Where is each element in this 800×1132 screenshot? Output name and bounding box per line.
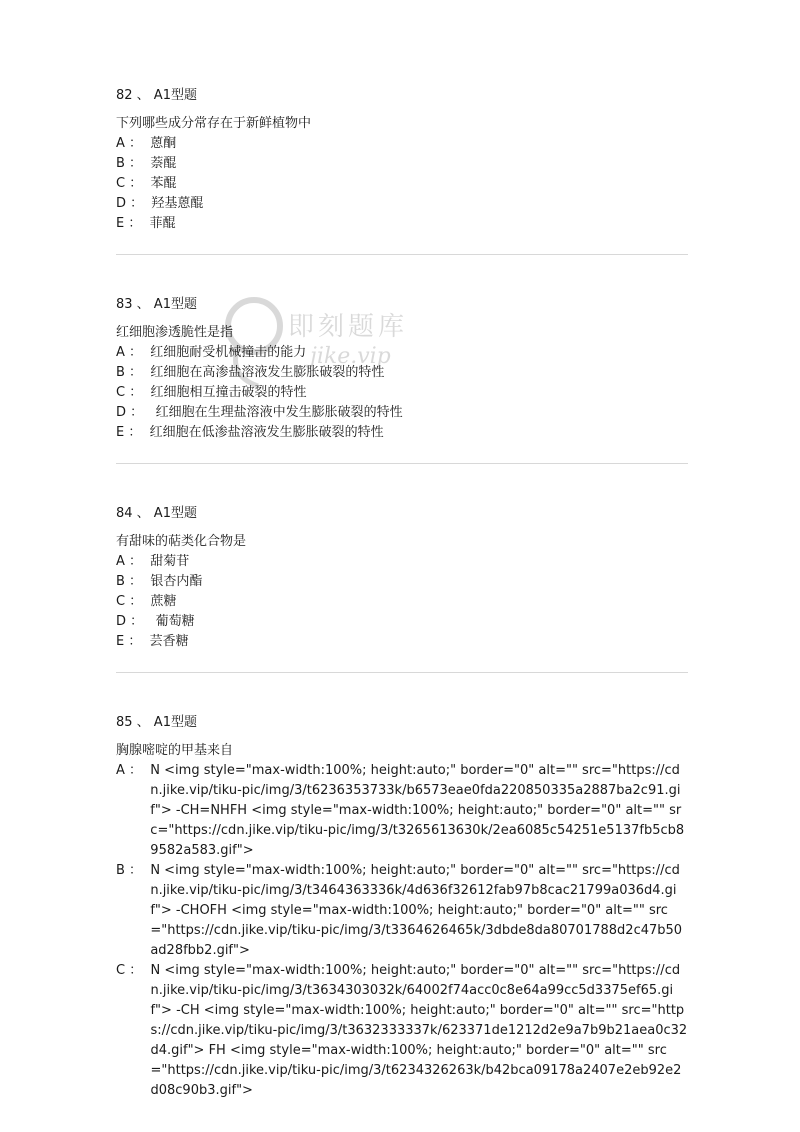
divider	[116, 254, 688, 255]
option-text: 红细胞在低渗盐溶液发生膨胀破裂的特性	[149, 425, 384, 440]
question-header: 83 、 A1型题	[116, 297, 197, 312]
option-key: D ：	[116, 196, 152, 211]
option-text: 蒽酮	[150, 136, 177, 151]
option-b	[116, 572, 688, 592]
option-key: E ：	[116, 634, 150, 649]
option-text: 红细胞在生理盐溶液中发生膨胀破裂的特性	[151, 405, 403, 420]
option-text: 银杏内酯	[150, 574, 203, 589]
option-c	[116, 961, 688, 1101]
option-text: 芸香糖	[149, 634, 189, 649]
option-key: C ：	[116, 963, 151, 978]
option-e	[116, 632, 688, 652]
question-83	[116, 295, 688, 443]
option-text: 苯醌	[150, 176, 177, 191]
option-key: A ：	[116, 345, 151, 360]
option-b	[116, 154, 688, 174]
option-text: 萘醌	[150, 156, 177, 171]
question-header: 85 、 A1型题	[116, 715, 197, 730]
question-list	[116, 86, 688, 1101]
option-key: B ：	[116, 863, 151, 878]
option-text: 红细胞耐受机械撞击的能力	[150, 345, 307, 360]
option-d	[116, 403, 688, 423]
option-text: 红细胞相互撞击破裂的特性	[150, 385, 307, 400]
option-text: 红细胞在高渗盐溶液发生膨胀破裂的特性	[150, 365, 385, 380]
question-header: 84 、 A1型题	[116, 506, 197, 521]
option-text: N <img style="max-width:100%; height:auto;" border="0" alt="" src="https://cdn.jike.vip/tiku-pic/img/3/t3634303032k/64002f74acc0c8e64a99cc5d3375ef65.gif"> -CH <img style="max-width:100%; height:auto;" border="0" alt="" src="https://cdn.jike.vip/tiku-pic/img/3/t3632333337k/623371de1212d2e9a7b9b21aea0c32d4.gif"> FH <img style="max-width:100%; height:auto;" border="0" alt="" src="https://cdn.jike.vip/tiku-pic/img/3/t6234326263k/b42bca09178a2407e2eb92e2d08c90b3.gif">	[150, 963, 688, 1098]
divider	[116, 672, 688, 673]
option-text: 葡萄糖	[151, 614, 195, 629]
option-b	[116, 363, 688, 383]
question-82	[116, 86, 688, 234]
option-key: E ：	[116, 216, 150, 231]
option-key: E ：	[116, 425, 150, 440]
option-key: C ：	[116, 385, 151, 400]
option-key: B ：	[116, 365, 151, 380]
option-a	[116, 761, 688, 861]
option-b	[116, 861, 688, 961]
question-stem: 有甜味的萜类化合物是	[116, 534, 247, 549]
option-key: B ：	[116, 574, 151, 589]
option-a	[116, 343, 688, 363]
option-text: N <img style="max-width:100%; height:auto;" border="0" alt="" src="https://cdn.jike.vip/tiku-pic/img/3/t3464363336k/4d636f32612fab97b8cac21799a036d4.gif"> -CHOFH <img style="max-width:100%; height:auto;" border="0" alt="" src="https://cdn.jike.vip/tiku-pic/img/3/t3364626465k/3dbde8da80701788d2c47b50ad28fbb2.gif">	[150, 863, 683, 958]
option-key: D ：	[116, 405, 152, 420]
option-a	[116, 134, 688, 154]
option-text: 蔗糖	[150, 594, 177, 609]
option-key: A ：	[116, 136, 151, 151]
divider	[116, 463, 688, 464]
option-c	[116, 592, 688, 612]
option-key: C ：	[116, 594, 151, 609]
watermark-subtext: jike.vip	[310, 344, 391, 369]
option-text: N <img style="max-width:100%; height:auto;" border="0" alt="" src="https://cdn.jike.vip/tiku-pic/img/3/t6236353733k/b6573eae0fda220850335a2887ba2c91.gif"> -CH=NHFH <img style="max-width:100%; height:auto;" border="0" alt="" src="https://cdn.jike.vip/tiku-pic/img/3/t3265613630k/2ea6085c54251e5137fb5cb89582a583.gif">	[150, 763, 685, 858]
option-text: 甜菊苷	[150, 554, 190, 569]
watermark-text: 即刻题库	[288, 312, 409, 342]
option-key: A ：	[116, 554, 151, 569]
option-c	[116, 174, 688, 194]
option-key: D ：	[116, 614, 152, 629]
option-key: B ：	[116, 156, 151, 171]
option-text: 菲醌	[149, 216, 176, 231]
option-d	[116, 194, 688, 214]
question-stem: 胸腺嘧啶的甲基来自	[116, 743, 234, 758]
question-stem: 红细胞渗透脆性是指	[116, 325, 234, 340]
option-key: C ：	[116, 176, 151, 191]
question-84	[116, 504, 688, 652]
question-stem: 下列哪些成分常存在于新鲜植物中	[116, 116, 312, 131]
option-a	[116, 552, 688, 572]
option-d	[116, 612, 688, 632]
option-c	[116, 383, 688, 403]
option-e	[116, 214, 688, 234]
option-key: A ：	[116, 763, 151, 778]
question-85	[116, 713, 688, 1101]
option-e	[116, 423, 688, 443]
option-text: 羟基蒽醌	[151, 196, 204, 211]
question-header: 82 、 A1型题	[116, 88, 197, 103]
